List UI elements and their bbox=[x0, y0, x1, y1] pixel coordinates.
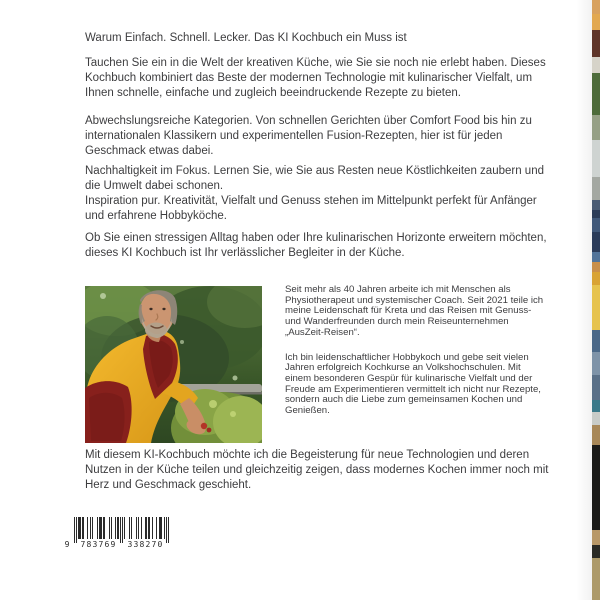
barcode-right-digits: 338270 bbox=[127, 540, 164, 549]
author-bio bbox=[285, 285, 545, 431]
author-bio-paragraph-2: Ich bin leidenschaftlicher Hobbykoch und gebe seit vielen Jahren erfolgreich Kochkurse an Volkshochschulen. Mit einem besonderen Gespür für kulinarische Vielfalt und der Freude am Experimentieren vermittelt ich nicht nur Rezepte, sondern auch die Liebe zum gemeinsamen Kochen und Genießen. bbox=[285, 351, 541, 417]
closing-paragraph: Mit diesem KI-Kochbuch möchte ich die Begeisterung für neue Technologien und deren Nutzen in der Küche teilen und gleichzeitig zeigen, dass modernes Kochen immer noch mit Herz und Geschmack geschieht. bbox=[85, 449, 549, 491]
barcode-digit-system: 9 bbox=[64, 540, 70, 549]
cover-edge-shading bbox=[576, 0, 592, 600]
sustainability-paragraph: Nachhaltigkeit im Fokus. Lernen Sie, wie Sie aus Resten neue Köstlichkeiten zaubern und die Umwelt dabei schonen. Inspiration pur. Kreativität, Vielfalt und Genuss stehen im Mittelpunkt perfekt für Anfänger und erfahrene Hobbyköche. bbox=[85, 165, 544, 222]
cover-heading: Warum Einfach. Schnell. Lecker. Das KI Kochbuch ein Muss ist bbox=[85, 32, 407, 44]
isbn-barcode bbox=[61, 516, 173, 550]
everyday-paragraph: Ob Sie einen stressigen Alltag haben oder Ihre kulinarischen Horizonte erweitern möchten, dieses KI Kochbuch ist Ihr verlässlicher Begleiter in der Küche. bbox=[85, 232, 547, 259]
author-photo bbox=[85, 286, 262, 443]
front-cover-edge-strip bbox=[592, 0, 600, 600]
author-bio-paragraph-1: Seit mehr als 40 Jahren arbeite ich mit Menschen als Physiotherapeut und systemischer Coach. Seit 2021 teile ich meine Leidenschaft für Kreta und das Reisen mit Genuss- und Wanderfreunden durch mein Reiseunternehmen „AusZeit-Reisen“. bbox=[285, 284, 544, 338]
intro-paragraph: Tauchen Sie ein in die Welt der kreativen Küche, wie Sie sie noch nie erlebt haben. Dieses Kochbuch kombiniert das Beste der modernen Technologie mit kulinarischer Vielfalt, um Ihnen schnelle, einfache und zugleich beeindruckende Rezepte zu bieten. bbox=[85, 57, 546, 99]
categories-paragraph: Abwechslungsreiche Kategorien. Von schnellen Gerichten über Comfort Food bis hin zu internationalen Klassikern und experimentellen Fusion-Rezepten, hier ist für jeden Geschmack etwas dabei. bbox=[85, 115, 532, 157]
barcode-left-digits: 783769 bbox=[80, 540, 117, 549]
